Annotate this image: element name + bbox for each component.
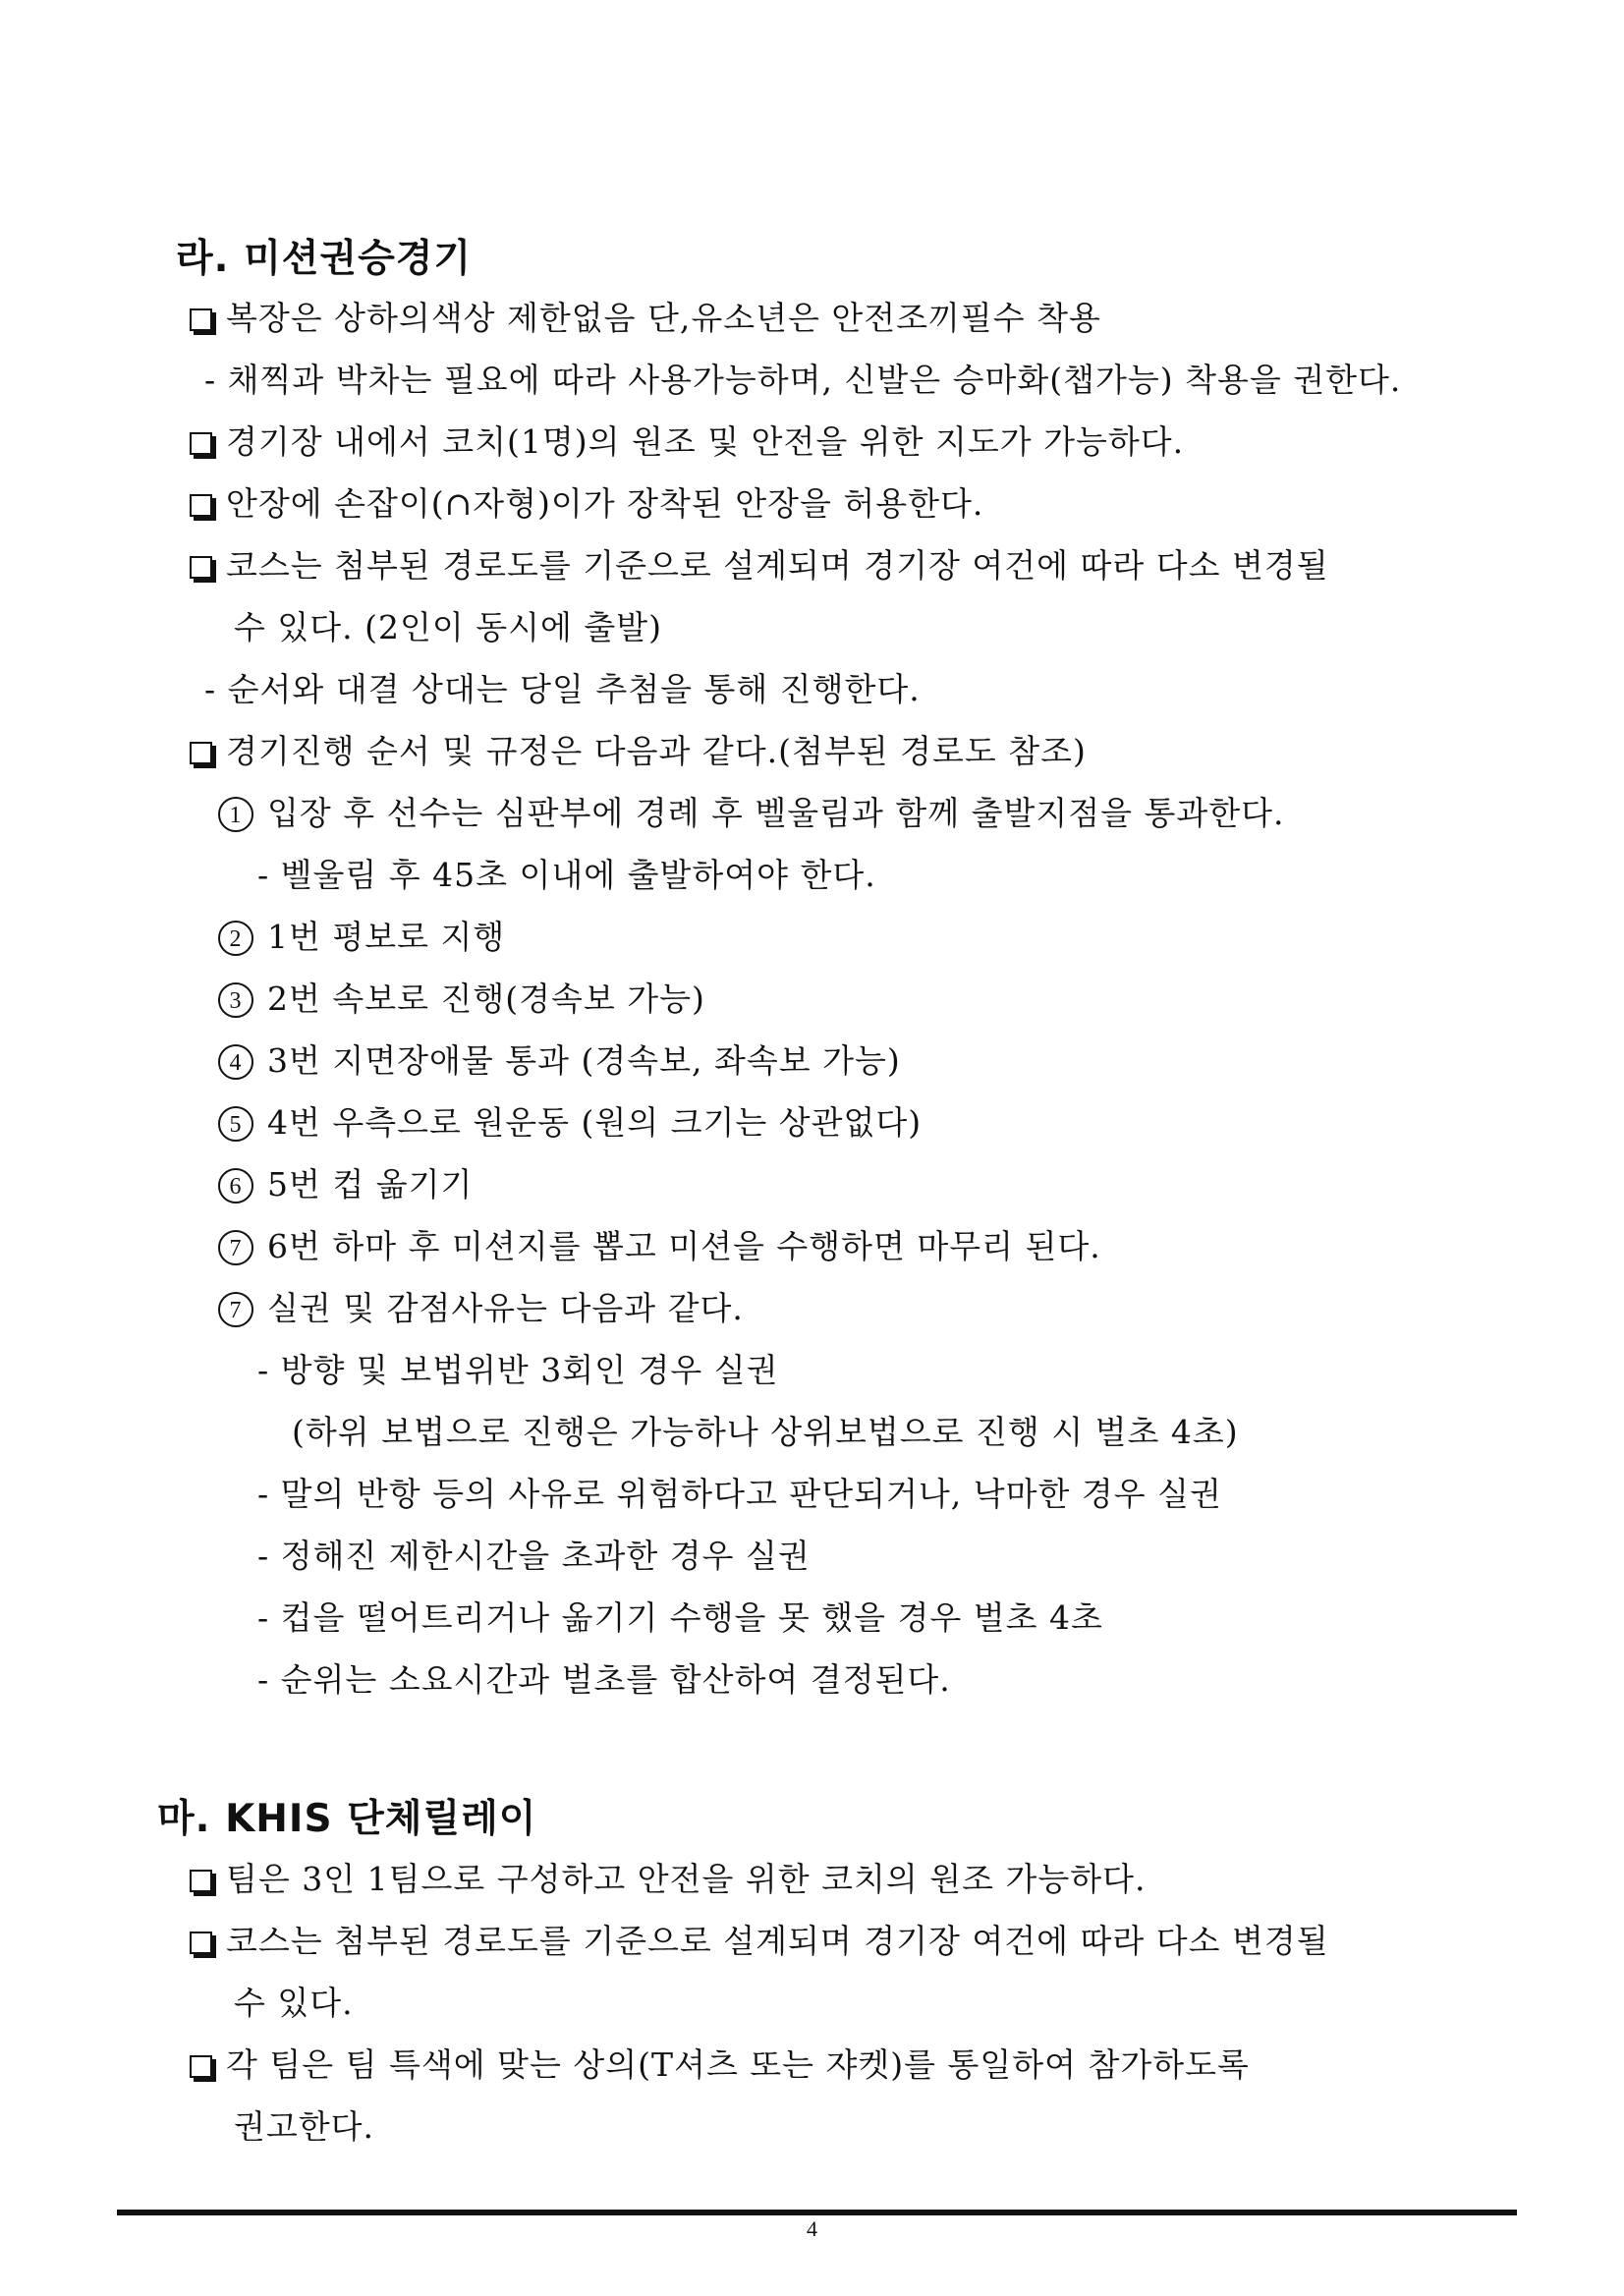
- sub-item: - 정해진 제한시간을 초과한 경우 실권: [257, 1537, 811, 1575]
- checkbox-icon: [190, 308, 212, 331]
- checkbox-item: [190, 1860, 1146, 1899]
- item-text: 각 팀은 팀 특색에 맞는 상의(T셔츠 또는 쟈켓)를 통일하여 참가하도록: [226, 2045, 1250, 2084]
- item-text: 경기장 내에서 코치(1명)의 원조 및 안전을 위한 지도가 가능하다.: [226, 422, 1185, 461]
- item-text: 코스는 첨부된 경로도를 기준으로 설계되며 경기장 여건에 따라 다소 변경될: [226, 546, 1329, 585]
- page-number: 4: [807, 2216, 817, 2241]
- circled-number-marker: 6: [218, 1168, 253, 1204]
- sub-item: - 벨울림 후 45초 이내에 출발하여야 한다.: [257, 856, 876, 894]
- sub-item: - 말의 반항 등의 사유로 위험하다고 판단되거나, 낙마한 경우 실권: [257, 1475, 1222, 1513]
- numbered-item: [218, 980, 705, 1019]
- item-text: 2번 속보로 진행(경속보 가능): [267, 980, 705, 1018]
- item-text: 5번 컵 옮기기: [267, 1165, 474, 1204]
- item-text: 4번 우측으로 원운동 (원의 크기는 상관없다): [267, 1103, 923, 1142]
- item-text: 입장 후 선수는 심판부에 경례 후 벨울림과 함께 출발지점을 통과한다.: [267, 794, 1285, 832]
- sub-item: - 채찍과 박차는 필요에 따라 사용가능하며, 신발은 승마화(챕가능) 착용을 권한다.: [204, 361, 1402, 399]
- section-heading-ma: 마. KHIS 단체릴레이: [157, 1797, 537, 1841]
- numbered-item: [218, 1289, 744, 1328]
- sub-item: - 순서와 대결 상대는 당일 추첨을 통해 진행한다.: [204, 670, 921, 708]
- section-heading-ra: 라. 미션권승경기: [176, 237, 473, 281]
- numbered-item: [218, 1103, 922, 1143]
- item-text: 3번 지면장애물 통과 (경속보, 좌속보 가능): [267, 1041, 901, 1080]
- checkbox-item: [190, 732, 1087, 771]
- circled-number-marker: 2: [218, 921, 253, 956]
- circled-number-marker: 7: [218, 1292, 253, 1327]
- checkbox-icon: [190, 432, 212, 455]
- numbered-item: [218, 1165, 473, 1204]
- sub-item: - 순위는 소요시간과 벌초를 합산하여 결정된다.: [257, 1660, 951, 1699]
- item-text: 1번 평보로 지행: [267, 918, 506, 956]
- numbered-item: [218, 794, 1284, 833]
- circled-number-marker: 5: [218, 1106, 253, 1142]
- numbered-item: [218, 1227, 1101, 1266]
- checkbox-item: [190, 546, 1329, 586]
- continuation-line: 수 있다. (2인이 동시에 출발): [234, 608, 662, 646]
- item-text: 안장에 손잡이(∩자형)이가 장착된 안장을 허용한다.: [226, 484, 984, 523]
- checkbox-icon: [190, 742, 212, 764]
- checkbox-item: [190, 484, 983, 524]
- circled-number-marker: 3: [218, 982, 253, 1018]
- checkbox-icon: [190, 494, 212, 517]
- checkbox-icon: [190, 2055, 212, 2078]
- continuation-line: (하위 보법으로 진행은 가능하나 상위보법으로 진행 시 벌초 4초): [292, 1413, 1239, 1451]
- item-text: 팀은 3인 1팀으로 구성하고 안전을 위한 코치의 원조 가능하다.: [226, 1860, 1147, 1898]
- checkbox-icon: [190, 1870, 212, 1892]
- numbered-item: [218, 1041, 901, 1081]
- circled-number-marker: 4: [218, 1044, 253, 1080]
- checkbox-icon: [190, 556, 212, 579]
- checkbox-item: [190, 2045, 1250, 2085]
- item-text: 실권 및 감점사유는 다음과 같다.: [267, 1289, 744, 1327]
- continuation-line: 권고한다.: [234, 2107, 375, 2146]
- checkbox-icon: [190, 1932, 212, 1954]
- continuation-line: 수 있다.: [234, 1984, 354, 2022]
- item-text: 복장은 상하의색상 제한없음 단,유소년은 안전조끼필수 착용: [226, 299, 1101, 337]
- circled-number-marker: 1: [218, 797, 253, 832]
- item-text: 6번 하마 후 미션지를 뽑고 미션을 수행하면 마무리 된다.: [267, 1227, 1101, 1265]
- footer-divider: [117, 2210, 1517, 2215]
- sub-item: - 방향 및 보법위반 3회인 경우 실권: [257, 1351, 779, 1389]
- checkbox-item: [190, 1922, 1329, 1961]
- checkbox-item: [190, 299, 1101, 338]
- numbered-item: [218, 918, 505, 957]
- item-text: 경기진행 순서 및 규정은 다음과 같다.(첨부된 경로도 참조): [226, 732, 1087, 770]
- sub-item: - 컵을 떨어트리거나 옮기기 수행을 못 했을 경우 벌초 4초: [257, 1598, 1103, 1637]
- circled-number-marker: 7: [218, 1230, 253, 1265]
- checkbox-item: [190, 422, 1184, 462]
- item-text: 코스는 첨부된 경로도를 기준으로 설계되며 경기장 여건에 따라 다소 변경될: [226, 1922, 1329, 1960]
